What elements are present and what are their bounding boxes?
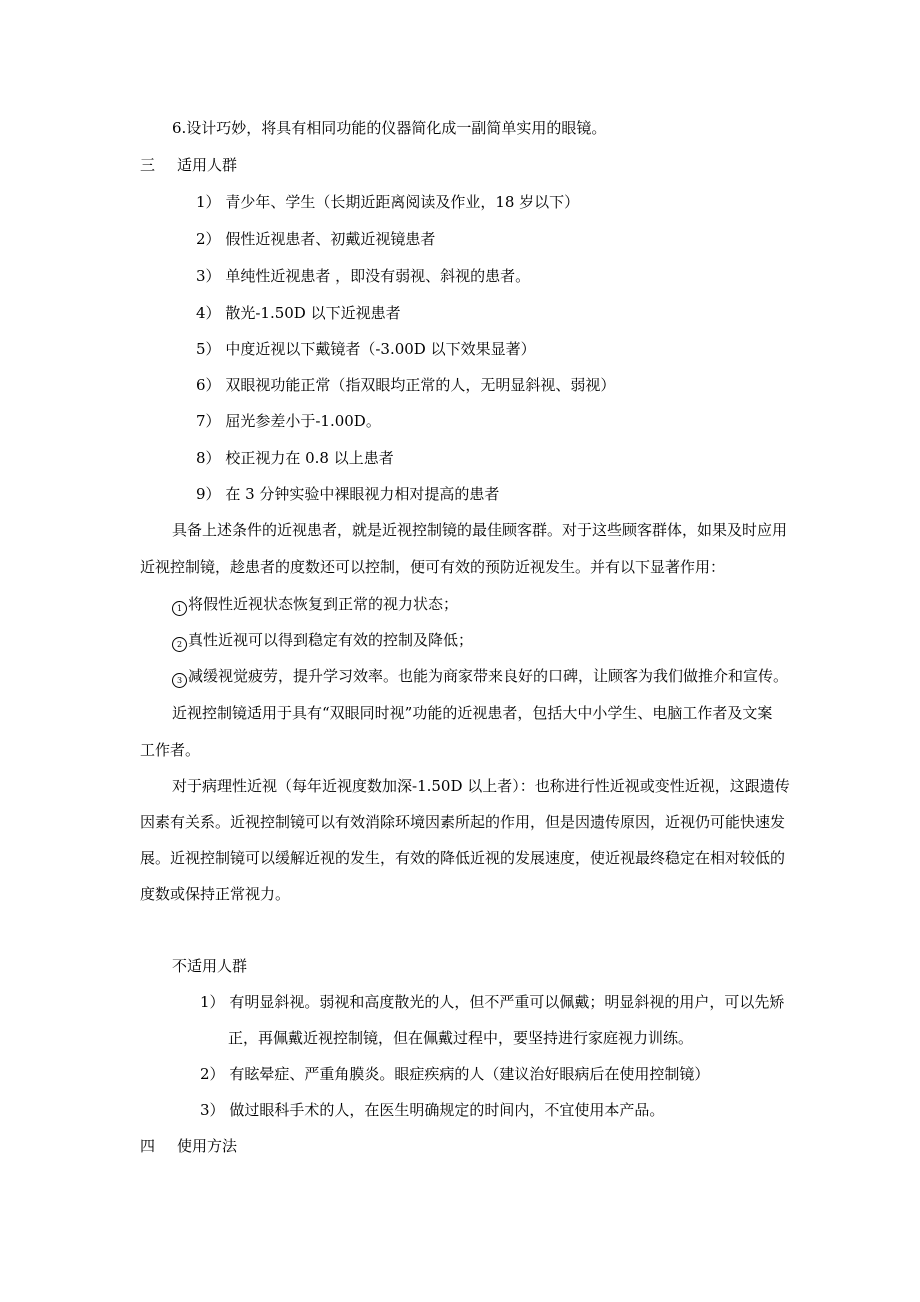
unsuitable-item-continuation: 正，再佩戴近视控制镜，但在佩戴过程中，要坚持进行家庭视力训练。	[228, 1029, 694, 1047]
para3-line: 对于病理性近视（每年近视度数加深-1.50D 以上者）：也称进行性近视或变性近视，这跟遗传	[172, 777, 790, 795]
unsuitable-item: 1） 有明显斜视。弱视和高度散光的人，但不严重可以佩戴；明显斜视的用户，可以先矫	[200, 993, 785, 1011]
suitable-item: 1） 青少年、学生（长期近距离阅读及作业，18 岁以下）	[196, 193, 580, 211]
unsuitable-item: 3） 做过眼科手术的人，在医生明确规定的时间内，不宜使用本产品。	[200, 1101, 665, 1119]
unsuitable-item: 2） 有眩晕症、严重角膜炎。眼症疾病的人（建议治好眼病后在使用控制镜）	[200, 1065, 710, 1083]
para2-line: 工作者。	[140, 741, 201, 759]
suitable-item: 5） 中度近视以下戴镜者（-3.00D 以下效果显著）	[196, 340, 536, 358]
section-4-heading	[140, 1136, 237, 1156]
section-3-heading	[140, 155, 237, 175]
para1-line: 具备上述条件的近视患者，就是近视控制镜的最佳顾客群。对于这些顾客群体，如果及时应用	[172, 521, 788, 539]
circled-number-icon: 1	[172, 601, 187, 616]
suitable-item: 7） 屈光参差小于-1.00D。	[196, 412, 381, 430]
effect-item: 2 真性近视可以得到稳定有效的控制及降低；	[172, 630, 473, 652]
suitable-item: 8） 校正视力在 0.8 以上患者	[196, 449, 394, 467]
circled-number-icon: 3	[172, 673, 187, 688]
para3-line: 展。近视控制镜可以缓解近视的发生，有效的降低近视的发展速度，使近视最终稳定在相对较低的	[140, 849, 786, 867]
unsuitable-heading: 不适用人群	[172, 957, 248, 975]
suitable-item: 9） 在 3 分钟实验中裸眼视力相对提高的患者	[196, 485, 500, 503]
section-3-number: 三	[140, 156, 156, 174]
suitable-item: 4） 散光-1.50D 以下近视患者	[196, 304, 401, 322]
intro-item-6: 6.设计巧妙，将具有相同功能的仪器简化成一副简单实用的眼镜。	[172, 119, 607, 137]
para1-line: 近视控制镜，趁患者的度数还可以控制，便可有效的预防近视发生。并有以下显著作用：	[140, 558, 726, 576]
para3-line: 因素有关系。近视控制镜可以有效消除环境因素所起的作用，但是因遗传原因，近视仍可能快速发	[140, 813, 786, 831]
para3-line: 度数或保持正常视力。	[140, 885, 291, 903]
suitable-item: 3） 单纯性近视患者 ，即没有弱视、斜视的患者。	[196, 267, 531, 285]
para2-line: 近视控制镜适用于具有“双眼同时视”功能的近视患者，包括大中小学生、电脑工作者及文案	[172, 704, 773, 722]
section-4-number: 四	[140, 1137, 156, 1155]
suitable-item: 6） 双眼视功能正常（指双眼均正常的人，无明显斜视、弱视）	[196, 376, 616, 394]
suitable-item: 2） 假性近视患者、初戴近视镜患者	[196, 230, 436, 248]
section-3-title: 适用人群	[177, 156, 238, 174]
section-4-title: 使用方法	[177, 1137, 238, 1155]
effect-item: 3 减缓视觉疲劳，提升学习效率。也能为商家带来良好的口碑，让顾客为我们做推介和宣传。	[172, 666, 788, 688]
circled-number-icon: 2	[172, 637, 187, 652]
effect-item: 1 将假性近视状态恢复到正常的视力状态；	[172, 594, 458, 616]
